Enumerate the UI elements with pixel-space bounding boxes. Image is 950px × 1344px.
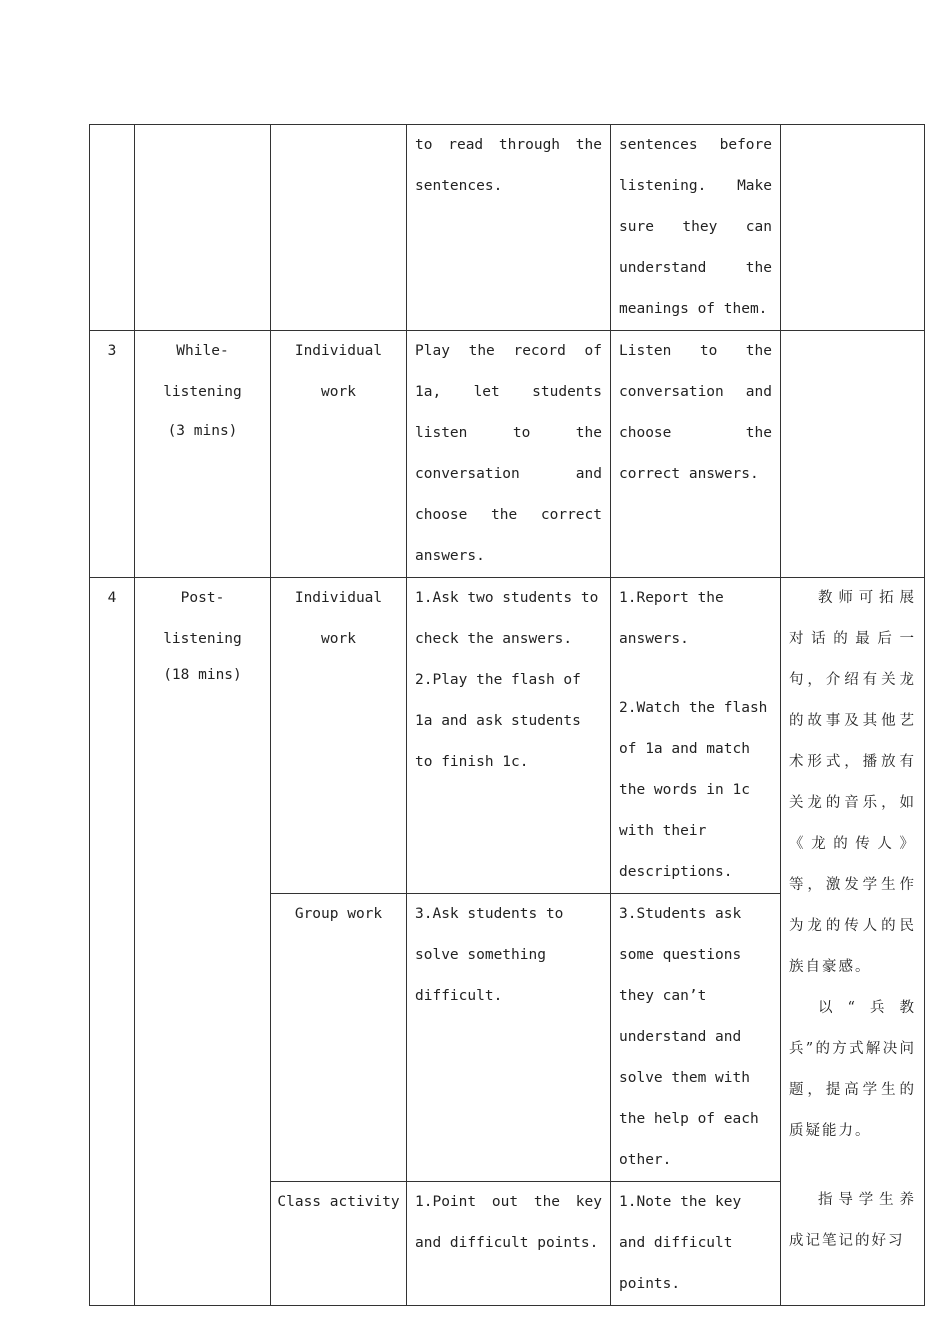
teacher-activity-text: 1.Ask two students to check the answers. [415,590,599,647]
cell-step-number [90,331,135,578]
cell-step-name [135,331,271,578]
table-row-continued [90,125,925,331]
cell-activity-form [271,1182,407,1306]
teaching-note: 指导学生养成记笔记的好习 [789,1192,916,1249]
student-activity-text: 2.Watch the flash of 1a and match the words in 1c with their descriptions. [619,700,768,880]
cell-step-name [135,578,271,1306]
cell-student-activity [611,125,781,331]
step-name: Post-listening [163,590,242,647]
cell-student-activity [611,331,781,578]
teacher-activity-text: Play the record of 1a, let students listen to the conversation and choose the correct answers. [415,343,602,564]
teacher-activity-text: to read through the sentences. [415,137,602,194]
step-number: 4 [107,590,117,606]
student-activity-text: Listen to the conversation and choose the correct answers. [619,343,772,482]
activity-form: Class activity [277,1194,400,1210]
cell-step-number [90,578,135,1306]
teacher-activity-text: 1.Point out the key and difficult points. [415,1194,602,1251]
student-activity-text: sentences before listening. Make sure they can understand the meanings of them. [619,137,772,317]
cell-teacher-activity [407,1182,611,1306]
teacher-activity-text: 3.Ask students to solve something difficult. [415,906,564,1004]
activity-form: Individual work [294,343,383,400]
activity-form: Individual work [294,590,383,647]
activity-form: Group work [294,906,383,922]
student-activity-text: 1.Report the answers. [619,590,724,647]
student-activity-text: 3.Students ask some questions they can’t understand and solve them with the help of each other. [619,906,759,1168]
teaching-note: 教师可拓展对话的最后一句，介绍有关龙的故事及其他艺术形式，播放有关龙的音乐，如《龙的传人》等，激发学生作为龙的传人的民族自豪感。 [789,590,916,975]
cell-activity-form [271,331,407,578]
lesson-plan-table [89,124,925,1306]
step-time: (3 mins) [167,423,238,439]
cell-notes-empty [781,331,925,578]
student-activity-text: 1.Note the key and difficult points. [619,1194,742,1292]
step-name: While-listening [163,343,242,400]
cell-step-empty [135,125,271,331]
cell-teaching-notes [781,578,925,1306]
cell-activity-form [271,894,407,1182]
cell-teacher-activity [407,331,611,578]
cell-teacher-activity [407,894,611,1182]
teaching-note: 以“兵教兵”的方式解决问题，提高学生的质疑能力。 [789,1000,916,1139]
cell-student-activity [611,894,781,1182]
teacher-activity-text: 2.Play the flash of 1a and ask students to finish 1c. [415,672,581,770]
cell-form-empty [271,125,407,331]
cell-student-activity [611,1182,781,1306]
table-row-post-listening-individual [90,578,925,894]
table-row-while-listening [90,331,925,578]
cell-teacher-activity [407,125,611,331]
step-time: (18 mins) [163,667,242,683]
cell-notes-empty [781,125,925,331]
cell-number-empty [90,125,135,331]
cell-activity-form [271,578,407,894]
step-number: 3 [107,343,117,359]
cell-student-activity [611,578,781,894]
cell-teacher-activity [407,578,611,894]
